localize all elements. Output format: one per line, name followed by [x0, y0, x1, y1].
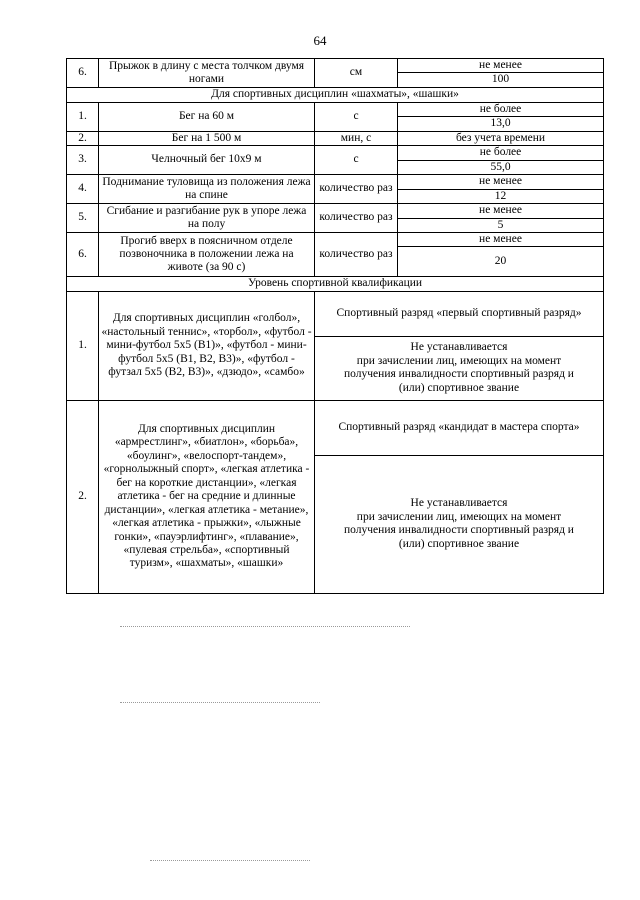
test-name: Прогиб вверх в поясничном отделе позвоночника в положении лежа на животе (за 90 с): [99, 232, 315, 276]
qualifier-cell: не менее: [398, 59, 604, 73]
table-row: [67, 291, 604, 336]
value-cell: 20: [398, 247, 604, 277]
test-name: Сгибание и разгибание рук в упоре лежа на полу: [99, 204, 315, 233]
row-number: 3.: [67, 146, 99, 175]
unit-cell: количество раз: [315, 204, 398, 233]
section-header-row: [67, 277, 604, 291]
row-number: 1.: [67, 291, 99, 400]
test-name: Челночный бег 10х9 м: [99, 146, 315, 175]
section-title: Уровень спортивной квалификации: [67, 277, 604, 291]
value-cell: 100: [398, 73, 604, 87]
qualifier-cell: не более: [398, 146, 604, 160]
section-header-row: [67, 87, 604, 102]
table-row: [67, 102, 604, 116]
unit-cell: с: [315, 146, 398, 175]
test-name: Прыжок в длину с места толчком двумя ногами: [99, 59, 315, 88]
scan-mark: [150, 860, 310, 861]
table-row: [67, 175, 604, 189]
qualifier-cell: не более: [398, 102, 604, 116]
disciplines-cell: Для спортивных дисциплин «голбол», «настольный теннис», «торбол», «футбол - мини-футбол 5х5 (В1)», «футбол - мини-футбол 5х5 (В1, В2, В3)», «футбол - футзал 5х5 (В2, В3)», «дзюдо», «самбо»: [99, 291, 315, 400]
table-row: [67, 204, 604, 218]
value-cell: 5: [398, 218, 604, 232]
note-body: при зачислении лиц, имеющих на момент получения инвалидности спортивный разряд и (или) спортивное звание: [344, 510, 574, 550]
row-number: 2.: [67, 400, 99, 593]
note-body: при зачислении лиц, имеющих на момент получения инвалидности спортивный разряд и (или) спортивное звание: [344, 354, 574, 394]
table-row: [67, 131, 604, 145]
unit-cell: количество раз: [315, 232, 398, 276]
row-number: 5.: [67, 204, 99, 233]
note-title: Не устанавливается: [410, 341, 508, 354]
unit-cell: мин, с: [315, 131, 398, 145]
value-cell: 12: [398, 189, 604, 203]
unit-cell: с: [315, 102, 398, 131]
value-cell: без учета времени: [398, 131, 604, 145]
row-number: 2.: [67, 131, 99, 145]
scan-mark: [120, 626, 410, 627]
row-number: 6.: [67, 232, 99, 276]
qualifier-cell: не менее: [398, 175, 604, 189]
test-name: Бег на 60 м: [99, 102, 315, 131]
test-name: Поднимание туловища из положения лежа на спине: [99, 175, 315, 204]
table-row: [67, 146, 604, 160]
disciplines-cell: Для спортивных дисциплин «армрестлинг», «биатлон», «борьба», «боулинг», «велоспорт-тандем», «горнолыжный спорт», «легкая атлетика - бег на короткие дистанции», «легкая атлетика - бег на средние и длинные дистанции», «легкая атлетика - метание», «легкая атлетика - прыжки», «лыжные гонки», «пауэрлифтинг», «плавание», «пулевая стрельба», «спортивный туризм», «шахматы», «шашки»: [99, 400, 315, 593]
table-row: [67, 400, 604, 455]
test-name: Бег на 1 500 м: [99, 131, 315, 145]
value-cell: 13,0: [398, 117, 604, 131]
norms-table: [66, 58, 604, 594]
scan-mark: [120, 702, 320, 703]
value-cell: 55,0: [398, 160, 604, 174]
row-number: 6.: [67, 59, 99, 88]
row-number: 1.: [67, 102, 99, 131]
section-title: Для спортивных дисциплин «шахматы», «шашки»: [67, 87, 604, 102]
note-cell: [315, 455, 604, 593]
qualifier-cell: не менее: [398, 232, 604, 246]
page-number: 64: [313, 33, 327, 48]
table-row: [67, 59, 604, 73]
unit-cell: количество раз: [315, 175, 398, 204]
requirement-cell: Спортивный разряд «первый спортивный разряд»: [315, 291, 604, 336]
qualifier-cell: не менее: [398, 204, 604, 218]
row-number: 4.: [67, 175, 99, 204]
note-cell: [315, 336, 604, 400]
note-title: Не устанавливается: [410, 497, 508, 510]
table-row: [67, 232, 604, 246]
requirement-cell: Спортивный разряд «кандидат в мастера спорта»: [315, 400, 604, 455]
unit-cell: см: [315, 59, 398, 88]
